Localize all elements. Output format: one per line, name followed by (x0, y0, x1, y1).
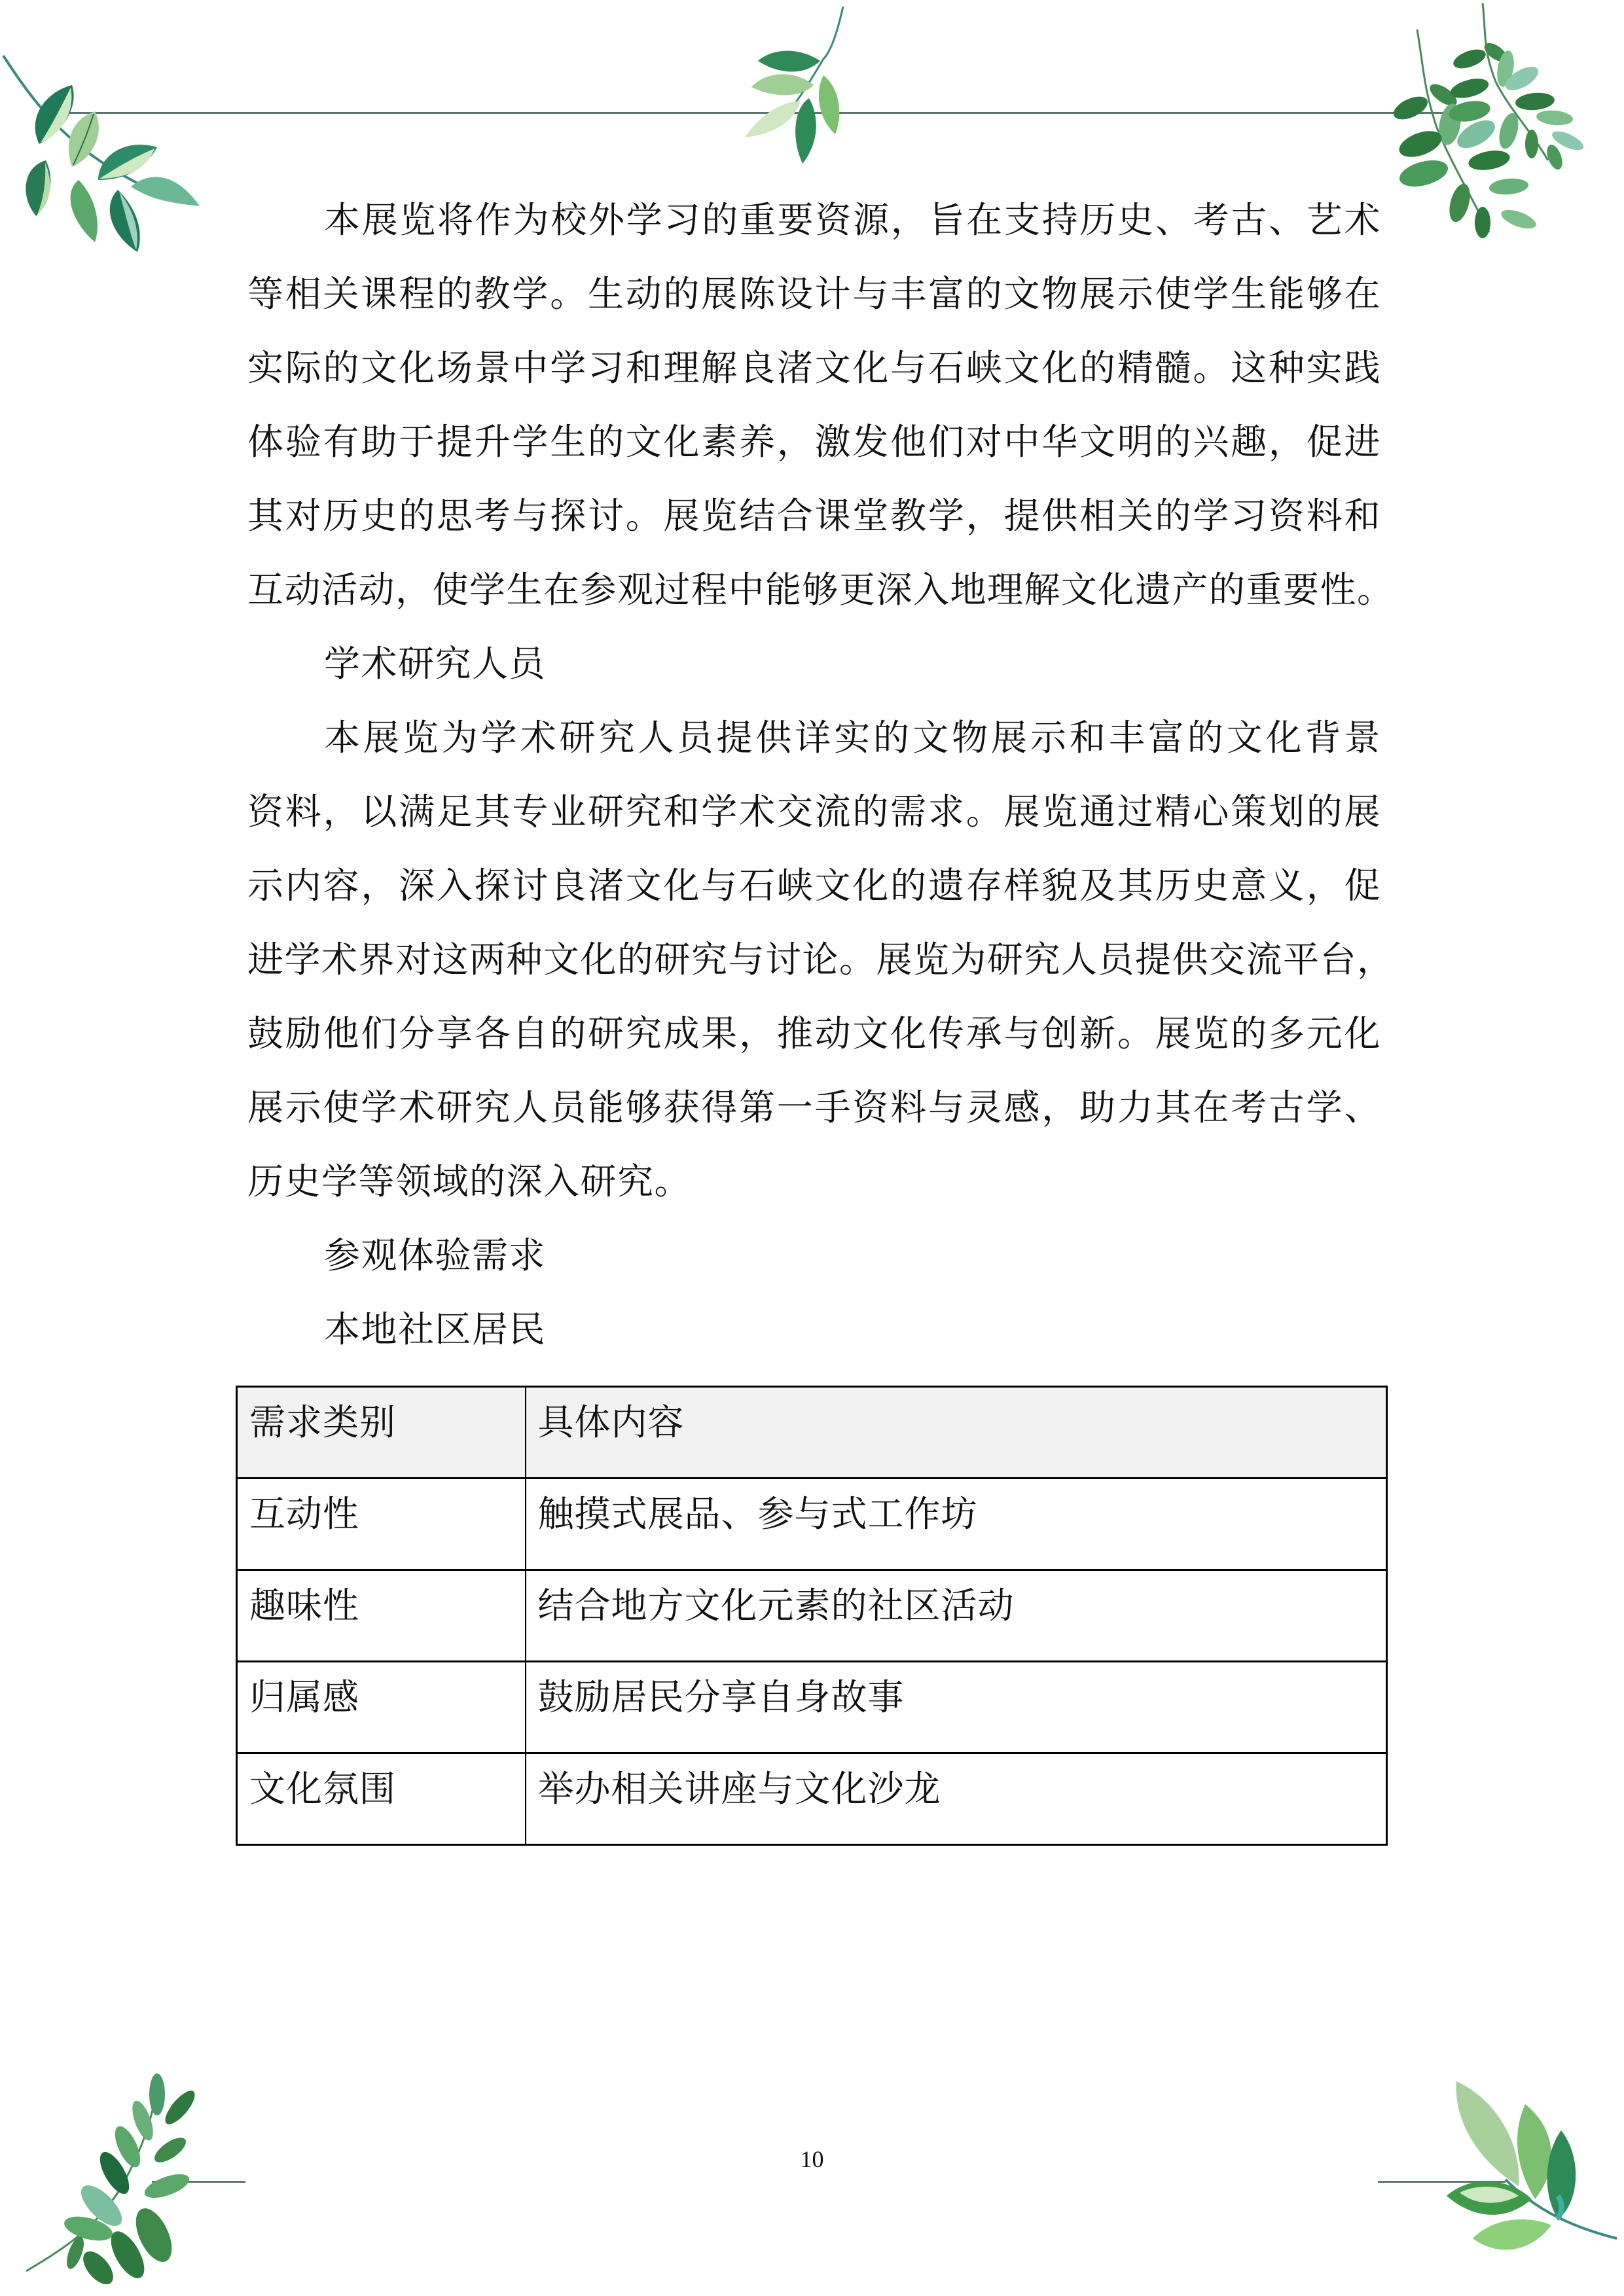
text-line: 等相关课程的教学。生动的展陈设计与丰富的文物展示使学生能够在 (247, 273, 1381, 315)
table-header-cell: 具体内容 (526, 1387, 1387, 1479)
table-header-row (237, 1387, 1387, 1479)
text-line: 其对历史的思考与探讨。展览结合课堂教学，提供相关的学习资料和 (247, 495, 1381, 537)
table-row (237, 1662, 1387, 1753)
text-line: 本展览将作为校外学习的重要资源，旨在支持历史、考古、艺术 (324, 199, 1381, 241)
text-line: 实际的文化场景中学习和理解良渚文化与石峡文化的精髓。这种实践 (247, 347, 1381, 389)
table-cell-category: 趣味性 (237, 1570, 526, 1662)
leaf-sprig-top-left-icon (0, 39, 209, 223)
leaf-vine-top-right-icon (1398, 3, 1607, 252)
text-line: 本展览为学术研究人员提供详实的文物展示和丰富的文化背景 (324, 717, 1381, 759)
page-number: 10 (800, 2146, 824, 2172)
text-line: 示内容，深入探讨良渚文化与石峡文化的遗存样貌及其历史意义，促 (247, 865, 1381, 906)
table-cell-content: 结合地方文化元素的社区活动 (526, 1570, 1387, 1662)
table-row (237, 1479, 1387, 1570)
table-cell-category: 互动性 (237, 1479, 526, 1570)
table-header-cell: 需求类别 (237, 1387, 526, 1479)
table-row (237, 1753, 1387, 1845)
table-cell-content: 鼓励居民分享自身故事 (526, 1662, 1387, 1753)
section-heading-visit-needs: 参观体验需求 (324, 1234, 547, 1276)
table-cell-content: 触摸式展品、参与式工作坊 (526, 1479, 1387, 1570)
text-line: 鼓励他们分享各自的研究成果，推动文化传承与创新。展览的多元化 (247, 1013, 1381, 1054)
table-cell-category: 归属感 (237, 1662, 526, 1753)
table-cell-category: 文化氛围 (237, 1753, 526, 1845)
text-line: 历史学等领域的深入研究。 (247, 1160, 692, 1202)
table-row (237, 1570, 1387, 1662)
table-cell-content: 举办相关讲座与文化沙龙 (526, 1753, 1387, 1845)
text-line: 互动活动，使学生在参观过程中能够更深入地理解文化遗产的重要性。 (247, 569, 1394, 611)
section-heading-researchers: 学术研究人员 (324, 643, 547, 685)
text-line: 体验有助于提升学生的文化素养，激发他们对中华文明的兴趣，促进 (247, 421, 1381, 463)
section-heading-local-residents: 本地社区居民 (324, 1308, 547, 1350)
leaf-sprig-top-center-icon (738, 3, 869, 164)
needs-table (236, 1386, 1388, 1846)
leaf-sprig-bottom-left-icon (20, 2075, 196, 2278)
text-line: 资料，以满足其专业研究和学术交流的需求。展览通过精心策划的展 (247, 791, 1381, 833)
text-line: 展示使学术研究人员能够获得第一手资料与灵感，助力其在考古学、 (247, 1086, 1381, 1128)
text-line: 进学术界对这两种文化的研究与讨论。展览为研究人员提供交流平台， (247, 939, 1394, 980)
